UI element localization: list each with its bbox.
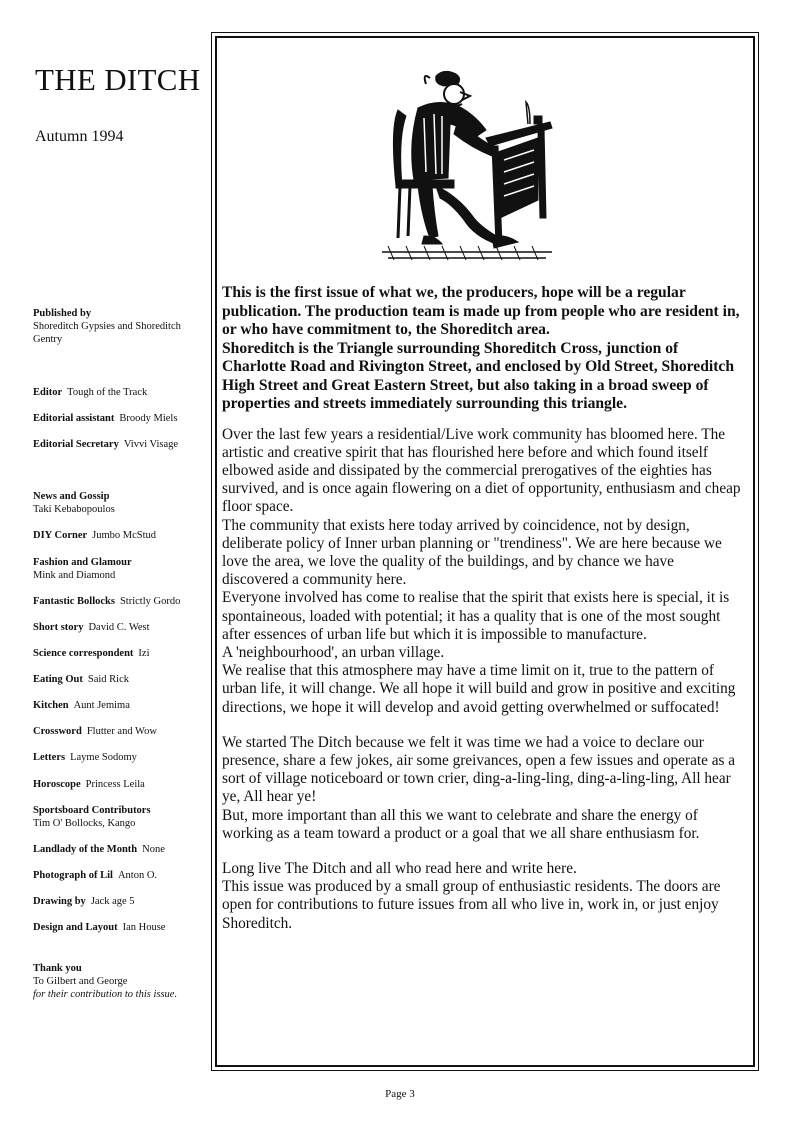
contributor-credit [33,869,211,882]
credit-value: Taki Kebabopoulos [33,504,115,515]
credit-label: Editor [33,387,63,398]
body-paragraph: We started The Ditch because we felt it was time we had a voice to declare our presence, share a few jokes, air some greivances, open a few issues and operate as a sort of village noticeboard or town crier, ding-a-ling-ling, ding-a-ling-ling, All hear ye, All hear ye! [222,733,736,806]
credit-value: Tough of the Track [67,387,148,398]
credit-value: Princess Leila [85,779,145,790]
credit-value: David C. West [88,622,150,633]
contributor-credit [33,921,211,934]
published-by-value: Shoreditch Gypsies and Shoreditch Gentry [33,321,181,345]
credit-value: Mink and Diamond [33,570,116,581]
credit-label: Photograph of Lil [33,870,113,881]
credit-label: Editorial assistant [33,413,115,424]
credit-label: Science correspondent [33,648,134,659]
body-paragraph: This issue was produced by a small group of enthusiastic residents. The doors are open for contributions to future issues from all who live in, work in, or just enjoy Shoreditch. [222,878,721,932]
intro-paragraph: This is the first issue of what we, the producers, hope will be a regular publication. The production team is made up from people who are resident in, or who have commitment to, the Shoreditch area. [222,284,740,338]
credit-value: Vivvi Visage [123,439,179,450]
thanks-credit [33,962,211,1001]
credit-value: Tim O' Bollocks, Kango [33,818,136,829]
writer-at-desk-illustration [378,68,556,264]
contributor-credit [33,895,211,908]
credit-value: None [142,844,165,855]
body-paragraph: We realise that this atmosphere may have a time limit on it, true to the pattern of urban life, it will change. We all hope it will build and grow in positive and exciting directions, we hope it will develop and avoid getting overwhelmed or suffocated! [222,662,736,716]
contributor-credit [33,529,211,542]
contributor-credit [33,621,211,634]
credit-label: Kitchen [33,700,69,711]
credit-label: Design and Layout [33,922,118,933]
page-number: Page 3 [385,1088,415,1100]
credit-label: Fantastic Bollocks [33,596,115,607]
body-paragraph: Over the last few years a residential/Live work community has bloomed here. The artistic and creative spirit that has flourished here before and which found itself elbowed aside and dissipated by the commercial prerogatives of the eighties has survived, and is once again flowering on a diet of opportunity, enthusiasm and cheap floor space. [222,425,741,516]
issue-season: Autumn 1994 [35,128,124,145]
contributor-credit [33,804,211,830]
body-paragraph: A 'neighbourhood', an urban village. [222,643,445,661]
credit-label: Short story [33,622,84,633]
credit-label: Letters [33,752,66,763]
article-body [222,426,744,933]
credit-label: Drawing by [33,896,86,907]
credit-value: Flutter and Wow [86,726,157,737]
credit-value: Strictly Gordo [119,596,181,607]
published-by [33,307,208,346]
contributor-credit [33,556,211,582]
credit-label: DIY Corner [33,530,88,541]
publication-title: THE DITCH [35,62,201,97]
thanks-value: To Gilbert and George [33,976,128,987]
staff-credit [33,438,211,451]
published-by-label: Published by [33,308,92,319]
credit-label: Eating Out [33,674,83,685]
contributor-credit [33,595,211,608]
credit-value: Aunt Jemima [73,700,130,711]
credit-value: Said Rick [87,674,130,685]
contributor-credit [33,699,211,712]
credit-label: News and Gossip [33,491,110,502]
intro-statement [222,284,744,414]
body-paragraph: The community that exists here today arrived by coincidence, not by design, deliberate policy of Inner urban planning or "trendiness". We are here because we love the area, we love the quality of the buildings, and by chance we have discovered a community here. [222,516,722,589]
credit-value: Jumbo McStud [92,530,157,541]
credit-label: Horoscope [33,779,81,790]
credit-label: Crossword [33,726,82,737]
staff-credit [33,386,211,399]
credit-label: Editorial Secretary [33,439,119,450]
staff-credit [33,412,211,425]
article-content [222,284,744,933]
body-paragraph: Everyone involved has come to realise that the spirit that exists here is special, it is spontaineous, loaded with potential; it has a quality that is one of the most sought after essences of urban life but which it is impossible to manufacture. [222,589,730,643]
body-paragraph: Long live The Ditch and all who read here and write here. [222,859,577,877]
masthead [35,62,205,146]
credit-value: Jack age 5 [90,896,135,907]
thanks-label: Thank you [33,963,82,974]
contributor-credit [33,490,211,516]
thanks-note: for their contribution to this issue. [33,989,178,1000]
credit-label: Sportsboard Contributors [33,805,151,816]
credit-value: Anton O. [117,870,158,881]
contributor-credit [33,647,211,660]
body-paragraph: But, more important than all this we want to celebrate and share the energy of working as a team toward a product or a goal that we all share enthusiasm for. [222,806,700,842]
credit-label: Landlady of the Month [33,844,138,855]
credit-value: Ian House [122,922,166,933]
credit-value: Broody Miels [119,413,178,424]
contributor-credit [33,843,211,856]
contributor-credit [33,751,211,764]
credit-value: Izi [138,648,150,659]
contributor-credit [33,673,211,686]
credit-value: Layme Sodomy [70,752,137,763]
credit-label: Fashion and Glamour [33,557,132,568]
contributor-credit [33,778,211,791]
contributor-credit [33,725,211,738]
intro-paragraph: Shoreditch is the Triangle surrounding Shoreditch Cross, junction of Charlotte Road and Rivington Street, and enclosed by Old Street, Shoreditch High Street and Great Eastern Street, but also taking in a broad sweep of properties and streets immediately surrounding this triangle. [222,339,735,412]
